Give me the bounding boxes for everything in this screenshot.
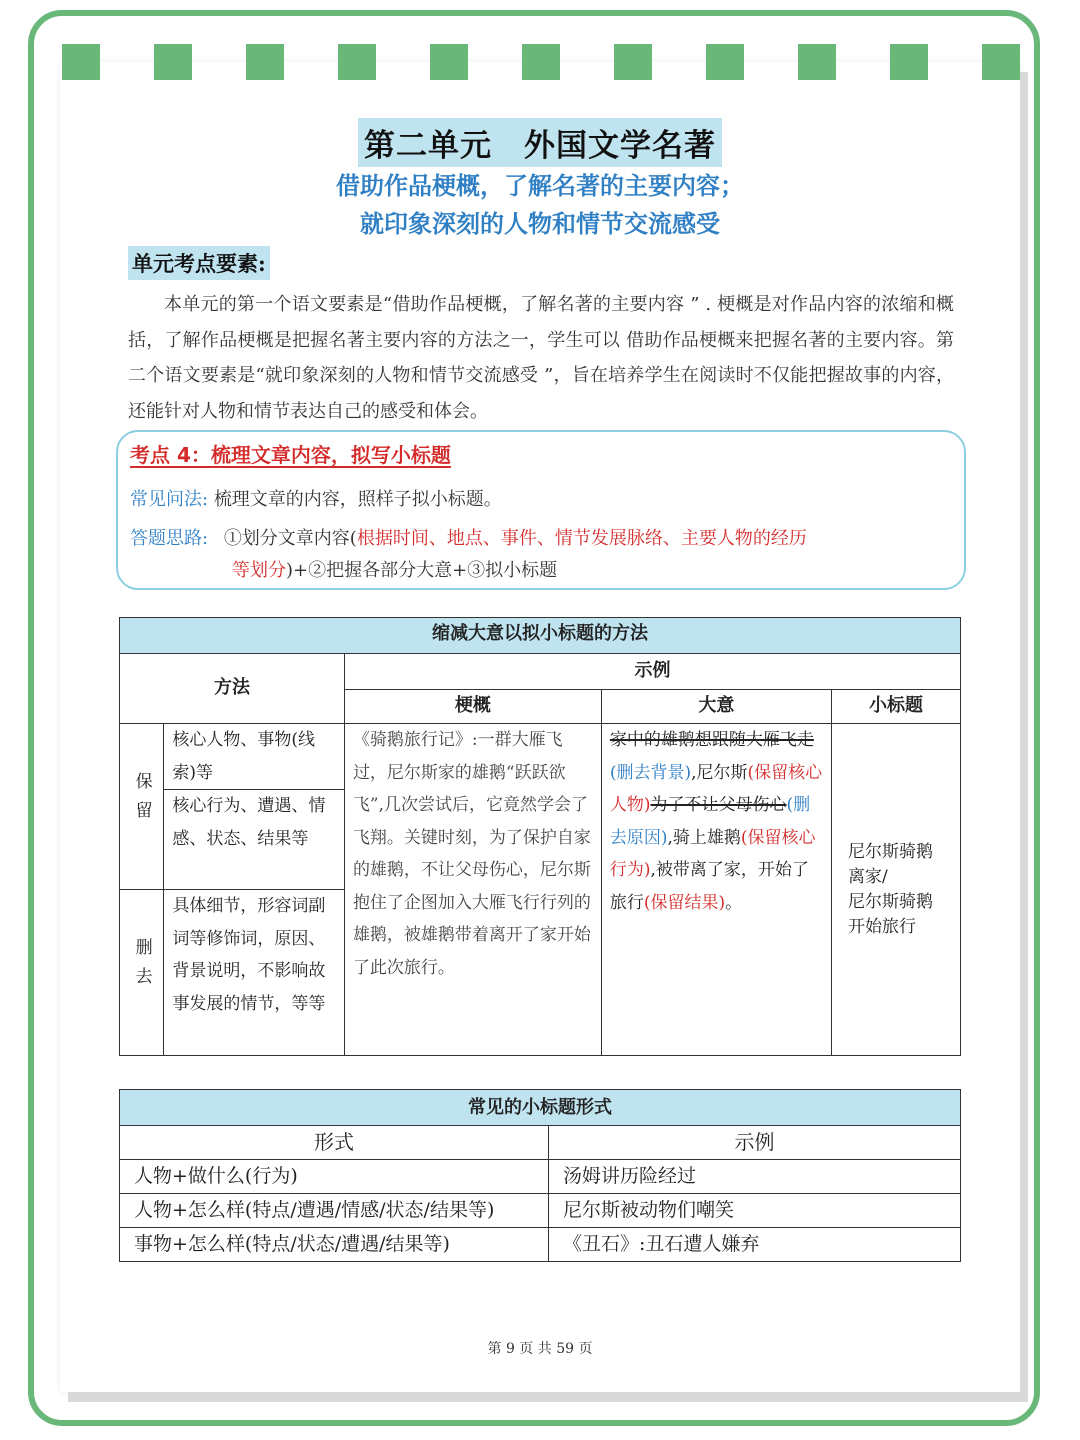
main-idea-cell (601, 724, 831, 1056)
answer-red-1: 根据时间、地点、事件、情节发展脉络、主要人物的经历 (356, 528, 807, 549)
unit-intro: 本单元的第一个语文要素是“借助作品梗概，了解名著的主要内容 ” . 梗概是对作品内容的浓缩和概括，了解作品梗概是把握名著主要内容的方法之一，学生可以 借助作品梗概来把握名著的主要内容。第二个语文要素是“就印象深刻的人物和情节交流感受 ”，旨在培养学生在阅读时不仅能把握故事的内容，还能针对人物和情节表达自己的感受和体会。 (128, 294, 954, 422)
binder-tab (154, 44, 192, 80)
binder-tab (982, 44, 1020, 80)
form-cell: 人物+怎么样(特点/遭遇/情感/状态/结果等) (120, 1194, 549, 1228)
col-summary: 梗概 (344, 690, 601, 724)
example-cell: 尼尔斯被动物们嘲笑 (549, 1194, 961, 1228)
binder-tab (798, 44, 836, 80)
table-row (120, 1160, 961, 1194)
delete-item-1: 具体细节，形容词副词等修饰词，原因、背景说明，不影响故事发展的情节，等等 (164, 890, 345, 1056)
main-keep-3: (保留结果) (643, 892, 726, 913)
answer-step-2: )+②把握各部分大意+③拟小标题 (286, 560, 558, 581)
subtitle-line-2: 就印象深刻的人物和情节交流感受 (360, 209, 720, 238)
subtitle-forms-table (119, 1089, 961, 1262)
subtitle-line-1: 借助作品梗概，了解名著的主要内容； (336, 171, 744, 200)
answer-line-1 (130, 524, 807, 550)
main-note-2: (删去原因) (609, 795, 811, 848)
subtitle-cell (831, 724, 960, 1056)
question-text: 梳理文章的内容，照样子拟小标题。 (213, 489, 502, 510)
main-text-3: ,被带离了家，开始了旅行 (609, 860, 809, 913)
main-struck-2: 为了不让父母伤心 (650, 795, 787, 815)
delete-label (120, 890, 164, 1056)
binder-tab (62, 44, 100, 80)
method-table (119, 617, 961, 1056)
delete-label-text: 删去 (131, 937, 152, 996)
main-keep-2: (保留核心行为) (609, 827, 816, 880)
col-subtitle: 小标题 (831, 690, 960, 724)
form-cell: 人物+做什么(行为) (120, 1160, 549, 1194)
table-row (120, 1228, 961, 1262)
col-method: 方法 (120, 654, 345, 724)
binder-tab (706, 44, 744, 80)
title-wrap (0, 118, 1080, 167)
subtitle-example-1: 尼尔斯骑鹅离家/ (847, 841, 933, 887)
binder-tabs (62, 44, 1022, 80)
main-text-2: ,骑上雄鹅 (667, 827, 741, 848)
col-form: 形式 (120, 1126, 549, 1160)
page-title: 第二单元 外国文学名著 (358, 118, 722, 167)
binder-tab (338, 44, 376, 80)
keep-label (120, 724, 164, 890)
subtitle-example-2: 尼尔斯骑鹅开始旅行 (847, 891, 933, 937)
keep-item-2: 核心行为、遭遇、情感、状态、结果等 (164, 790, 345, 890)
binder-tab (246, 44, 284, 80)
example-cell: 汤姆讲历险经过 (549, 1160, 961, 1194)
answer-red-2: 等划分 (232, 560, 286, 581)
kaodian-title: 考点 4：梳理文章内容，拟写小标题 (130, 443, 451, 467)
main-text-4: 。 (725, 892, 743, 913)
answer-step-1: ①划分文章内容( (223, 528, 357, 549)
main-struck-1: 家中的雄鹅想跟随大雁飞走 (609, 730, 814, 750)
col-form-example: 示例 (549, 1126, 961, 1160)
summary-cell: 《骑鹅旅行记》:一群大雁飞过，尼尔斯家的雄鹅“跃跃欲飞”,几次尝试后，它竟然学会了飞翔。关键时刻，为了保护自家的雄鹅，不让父母伤心，尼尔斯抱住了企图加入大雁飞行行列的雄鹅，被雄鹅带着离开了家开始了此次旅行。 (344, 724, 601, 1056)
page-number: 第 9 页 共 59 页 (487, 1341, 593, 1357)
table-row (120, 1194, 961, 1228)
keep-item-1: 核心人物、事物(线索)等 (164, 724, 345, 790)
col-example: 示例 (344, 654, 960, 690)
binder-tab (614, 44, 652, 80)
question-line (130, 485, 502, 511)
unit-label: 单元考点要素: (128, 246, 270, 280)
binder-tab (890, 44, 928, 80)
main-text-1: ,尼尔斯 (691, 762, 748, 783)
binder-tab (430, 44, 468, 80)
binder-tab (522, 44, 560, 80)
example-cell: 《丑石》:丑石遭人嫌弃 (549, 1228, 961, 1262)
main-note-1: (删去背景) (609, 762, 692, 783)
main-keep-1: (保留核心人物) (609, 762, 823, 815)
form-cell: 事物+怎么样(特点/状态/遭遇/结果等) (120, 1228, 549, 1262)
question-label: 常见问法: (130, 489, 209, 510)
col-main-idea: 大意 (601, 690, 831, 724)
forms-table-caption: 常见的小标题形式 (120, 1090, 961, 1126)
answer-line-2 (232, 556, 557, 582)
method-table-caption: 缩减大意以拟小标题的方法 (120, 618, 961, 654)
answer-label: 答题思路: (130, 528, 209, 549)
keep-label-text: 保留 (131, 771, 152, 830)
